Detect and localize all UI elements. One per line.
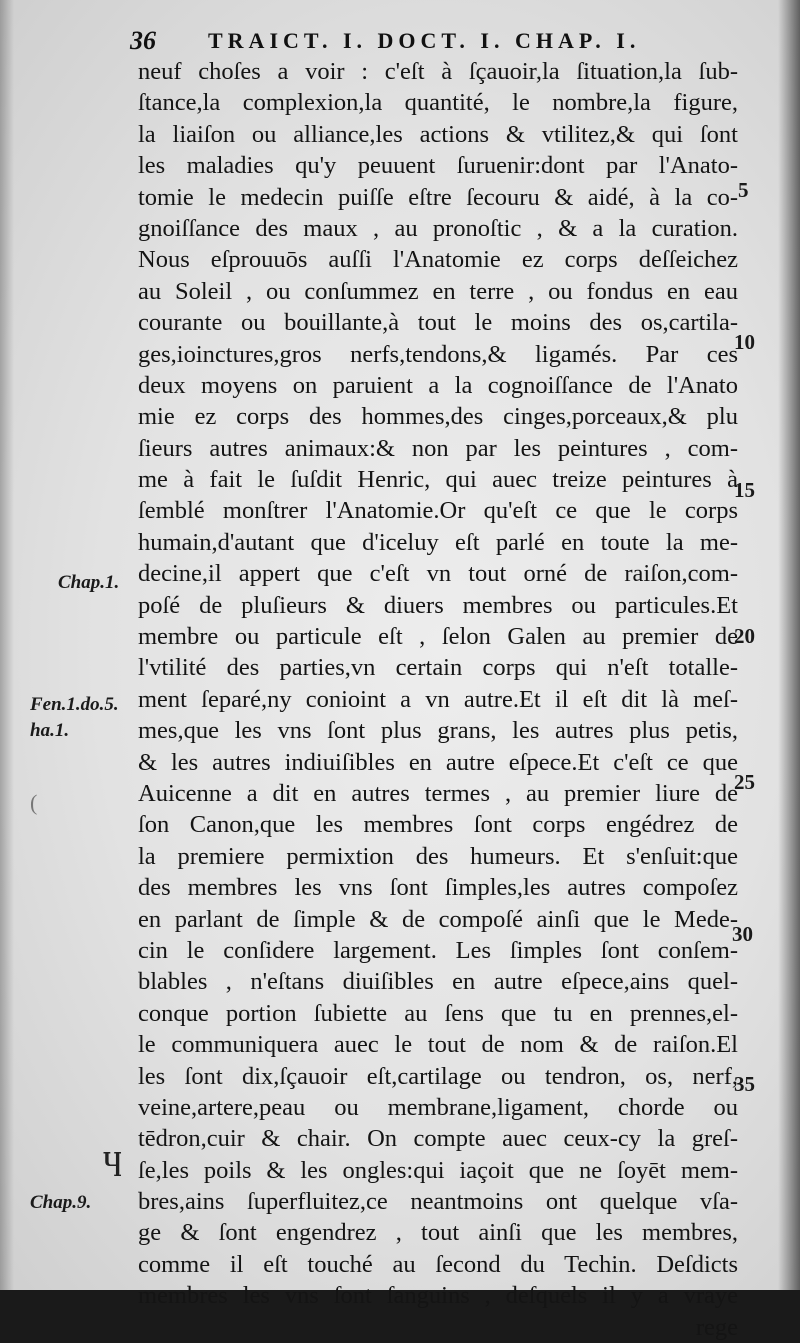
text-line: les maladies qu'y peuuent ſuruenir:dont par l'Anato- bbox=[138, 152, 738, 180]
text-line: ment ſeparé,ny conioint a vn autre.Et il eſt dit là meſ- bbox=[138, 685, 738, 713]
line-number-10: 10 bbox=[734, 330, 755, 354]
text-line: ſon Canon,que les membres ſont corps engédrez de bbox=[138, 811, 738, 839]
text-line: en parlant de ſimple & de compoſé ainſi que le Mede- bbox=[138, 905, 738, 933]
text-line: des membres les vns ſont ſimples,les autres compoſez bbox=[138, 874, 738, 902]
text-line: le communiquera auec le tout de nom & de raiſon.El bbox=[138, 1031, 738, 1059]
gutter-shadow bbox=[778, 0, 800, 1290]
page-number: 36 bbox=[130, 26, 156, 55]
text-line: humain,d'autant que d'iceluy eſt parlé en toute la me- bbox=[138, 528, 738, 556]
line-number-15: 15 bbox=[734, 478, 755, 502]
text-line: ge & ſont engendrez , tout ainſi que les membres, bbox=[138, 1219, 738, 1247]
body-text bbox=[138, 56, 738, 1343]
text-line: ſemblé monſtrer l'Anatomie.Or qu'eſt ce que le corps bbox=[138, 497, 738, 525]
text-line: courante ou bouillante,à tout le moins des os,cartila- bbox=[138, 309, 738, 337]
text-line: me à fait le ſuſdit Henric, qui auec treize peintures à bbox=[138, 466, 738, 494]
text-line: les ſont dix,ſçauoir eſt,cartilage ou tendron, os, nerf, bbox=[138, 1062, 738, 1090]
margin-note-fen-cont: ha.1. bbox=[30, 720, 70, 741]
line-number-5: 5 bbox=[738, 178, 749, 202]
text-line: membres les vns ſont ſanguins , deſquels il y a vraye bbox=[138, 1282, 738, 1310]
text-line: deux moyens on paruient a la cognoiſſance de l'Anato bbox=[138, 371, 738, 399]
line-number-25: 25 bbox=[734, 770, 755, 794]
text-line: l'vtilité des parties,vn certain corps qui n'eſt totalle- bbox=[138, 654, 738, 682]
text-line: membre ou particule eſt , ſelon Galen au premier de bbox=[138, 623, 738, 651]
text-line: tēdron,cuir & chair. On compte auec ceux-cy la greſ- bbox=[138, 1125, 738, 1153]
text-line: ſieurs autres animaux:& non par les peintures , com- bbox=[138, 434, 738, 462]
page-edge-shadow bbox=[0, 0, 14, 1290]
text-line: ſtance,la complexion,la quantité, le nombre,la figure, bbox=[138, 89, 738, 117]
margin-note-chap-1: Chap.1. bbox=[58, 572, 120, 593]
text-line: comme il eſt touché au ſecond du Techin. Deſdicts bbox=[138, 1250, 738, 1278]
text-line: au Soleil , ou conſummez en terre , ou fondus en eau bbox=[138, 277, 738, 305]
text-line: bres,ains ſuperfluitez,ce neantmoins ont quelque vſa- bbox=[138, 1188, 738, 1216]
margin-note-fen: Fen.1.do.5. bbox=[30, 694, 119, 715]
text-line: mie ez corps des hommes,des cinges,porceaux,& plu bbox=[138, 403, 738, 431]
ink-mark: ( bbox=[30, 790, 38, 815]
margin-note-chap-9: Chap.9. bbox=[30, 1192, 92, 1213]
text-line: la premiere permixtion des humeurs. Et s'enſuit:que bbox=[138, 842, 738, 870]
text-line: mes,que les vns ſont plus grans, les autres plus petis, bbox=[138, 717, 738, 745]
text-line: Nous eſprouuōs auſſi l'Anatomie ez corps deſſeichez bbox=[138, 246, 738, 274]
text-line: gnoiſſance des maux , au pronoſtic , & a la curation. bbox=[138, 214, 738, 242]
text-line: ges,ioinctures,gros nerfs,tendons,& ligamés. Par ces bbox=[138, 340, 738, 368]
text-line: decine,il appert que c'eſt vn tout orné de raiſon,com- bbox=[138, 560, 738, 588]
chapter-heading: TRAICT. I. DOCT. I. CHAP. I. bbox=[208, 28, 641, 53]
line-number-35: 35 bbox=[734, 1072, 755, 1096]
text-line: neuf choſes a voir : c'eſt à ſçauoir,la ſituation,la ſub- bbox=[138, 58, 738, 85]
text-line: veine,artere,peau ou membrane,ligament, chorde ou bbox=[138, 1093, 738, 1121]
running-head bbox=[130, 26, 730, 60]
text-line: la liaiſon ou alliance,les actions & vtilitez,& qui ſont bbox=[138, 120, 738, 148]
catchword: rege bbox=[695, 1313, 738, 1341]
text-line: Auicenne a dit en autres termes , au premier liure de bbox=[138, 779, 738, 807]
line-number-30: 30 bbox=[732, 922, 753, 946]
pilcrow-mark: Ⴗ bbox=[102, 1152, 123, 1183]
text-line: & les autres indiuiſibles en autre eſpece.Et c'eſt ce que bbox=[138, 748, 738, 776]
line-number-20: 20 bbox=[734, 624, 755, 648]
text-line: ſe,les poils & les ongles:qui iaçoit que ne ſoyēt mem- bbox=[138, 1156, 738, 1184]
text-line: poſé de pluſieurs & diuers membres ou particules.Et bbox=[138, 591, 738, 619]
text-line: cin le conſidere largement. Les ſimples ſont conſem- bbox=[138, 936, 738, 964]
text-line: conque portion ſubiette au ſens que tu en prennes,el- bbox=[138, 999, 738, 1027]
text-line: tomie le medecin puiſſe eſtre ſecouru & aidé, à la co- bbox=[138, 183, 738, 211]
text-line: blables , n'eſtans diuiſibles en autre eſpece,ains quel- bbox=[138, 968, 738, 996]
